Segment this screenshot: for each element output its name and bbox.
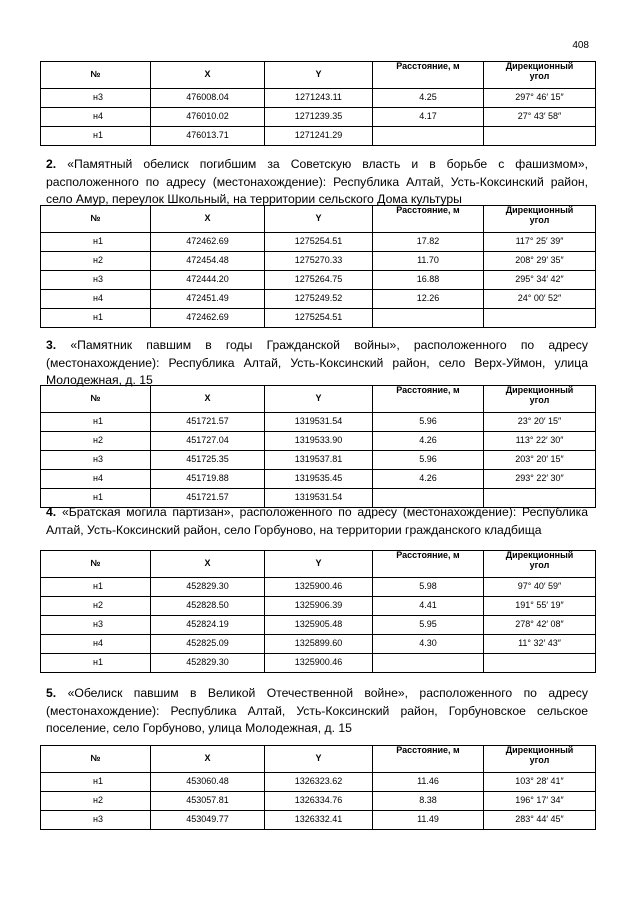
header-row <box>41 386 596 413</box>
x-cell: 451725.35 <box>151 451 265 470</box>
x-cell: 472462.69 <box>151 309 265 328</box>
x-cell: 452829.30 <box>151 654 265 673</box>
x-cell: 453060.48 <box>151 773 265 792</box>
table-row <box>41 127 596 146</box>
x-cell: 453057.81 <box>151 792 265 811</box>
angle-cell <box>484 127 596 146</box>
angle-cell: 23° 20′ 15″ <box>484 413 596 432</box>
angle-cell: 24° 00′ 52″ <box>484 290 596 309</box>
point-cell: н2 <box>41 252 151 271</box>
x-cell: 476010.02 <box>151 108 265 127</box>
distance-cell: 11.46 <box>373 773 484 792</box>
y-cell: 1271243.11 <box>265 89 373 108</box>
x-cell: 472444.20 <box>151 271 265 290</box>
point-cell: н2 <box>41 432 151 451</box>
coordinates-table <box>40 385 596 508</box>
x-cell: 476013.71 <box>151 127 265 146</box>
section-2-paragraph <box>46 156 588 209</box>
table-body <box>41 89 596 146</box>
table-row <box>41 635 596 654</box>
y-cell: 1275249.52 <box>265 290 373 309</box>
distance-cell <box>373 309 484 328</box>
header-x: X <box>151 62 265 89</box>
distance-cell: 4.41 <box>373 597 484 616</box>
distance-cell: 5.96 <box>373 451 484 470</box>
angle-cell: 11° 32′ 43″ <box>484 635 596 654</box>
angle-cell: 103° 28′ 41″ <box>484 773 596 792</box>
y-cell: 1275270.33 <box>265 252 373 271</box>
y-cell: 1275254.51 <box>265 233 373 252</box>
header-angle-line1: Дирекционный <box>505 385 574 395</box>
table-row <box>41 470 596 489</box>
header-angle-line1: Дирекционный <box>505 61 574 71</box>
point-cell: н3 <box>41 89 151 108</box>
distance-cell: 5.98 <box>373 578 484 597</box>
y-cell: 1325905.48 <box>265 616 373 635</box>
y-cell: 1326334.76 <box>265 792 373 811</box>
table-body <box>41 773 596 830</box>
header-angle <box>484 62 596 89</box>
angle-cell <box>484 309 596 328</box>
header-y: Y <box>265 386 373 413</box>
x-cell: 453049.77 <box>151 811 265 830</box>
header-row <box>41 551 596 578</box>
distance-cell: 4.25 <box>373 89 484 108</box>
table-body <box>41 413 596 508</box>
header-angle <box>484 551 596 578</box>
section-4-paragraph <box>46 504 588 539</box>
distance-cell: 11.49 <box>373 811 484 830</box>
table-header <box>41 551 596 578</box>
point-cell: н4 <box>41 635 151 654</box>
y-cell: 1319531.54 <box>265 413 373 432</box>
section-5-paragraph <box>46 685 588 738</box>
x-cell: 472462.69 <box>151 233 265 252</box>
table-row <box>41 413 596 432</box>
point-cell: н3 <box>41 811 151 830</box>
header-distance: Расстояние, м <box>373 62 484 89</box>
section-number: 4. <box>46 505 57 519</box>
point-cell: н4 <box>41 290 151 309</box>
y-cell: 1319535.45 <box>265 470 373 489</box>
y-cell: 1325899.60 <box>265 635 373 654</box>
header-num: № <box>41 746 151 773</box>
point-cell: н1 <box>41 233 151 252</box>
angle-cell: 203° 20′ 15″ <box>484 451 596 470</box>
header-distance: Расстояние, м <box>373 746 484 773</box>
header-num: № <box>41 551 151 578</box>
header-distance: Расстояние, м <box>373 386 484 413</box>
table-row <box>41 290 596 309</box>
angle-cell: 295° 34′ 42″ <box>484 271 596 290</box>
table-row <box>41 773 596 792</box>
section-text: «Памятный обелиск погибшим за Советскую власть и в борьбе с фашизмом», расположенного по адресу (местонахождение): Республика Алтай, Усть-Коксинский район, село Амур, переулок Школьный, на территории сельского Дома культуры <box>46 157 588 206</box>
header-x: X <box>151 206 265 233</box>
angle-cell <box>484 654 596 673</box>
point-cell: н4 <box>41 470 151 489</box>
header-angle <box>484 386 596 413</box>
y-cell: 1271241.29 <box>265 127 373 146</box>
x-cell: 476008.04 <box>151 89 265 108</box>
header-distance: Расстояние, м <box>373 206 484 233</box>
distance-cell: 11.70 <box>373 252 484 271</box>
point-cell: н1 <box>41 773 151 792</box>
point-cell: н1 <box>41 654 151 673</box>
header-y: Y <box>265 746 373 773</box>
angle-cell: 208° 29′ 35″ <box>484 252 596 271</box>
distance-cell: 4.26 <box>373 470 484 489</box>
y-cell: 1275254.51 <box>265 309 373 328</box>
table-row <box>41 309 596 328</box>
table-row <box>41 108 596 127</box>
coordinates-table <box>40 61 596 146</box>
table-row <box>41 616 596 635</box>
angle-cell: 278° 42′ 08″ <box>484 616 596 635</box>
table-header <box>41 62 596 89</box>
x-cell: 452824.19 <box>151 616 265 635</box>
point-cell: н3 <box>41 616 151 635</box>
angle-cell: 196° 17′ 34″ <box>484 792 596 811</box>
y-cell: 1271239.35 <box>265 108 373 127</box>
y-cell: 1325900.46 <box>265 578 373 597</box>
table-row <box>41 432 596 451</box>
distance-cell: 5.96 <box>373 413 484 432</box>
distance-cell: 17.82 <box>373 233 484 252</box>
distance-cell: 16.88 <box>373 271 484 290</box>
table-row <box>41 252 596 271</box>
table-header <box>41 746 596 773</box>
angle-cell: 97° 40′ 59″ <box>484 578 596 597</box>
angle-cell: 283° 44′ 45″ <box>484 811 596 830</box>
angle-cell: 113° 22′ 30″ <box>484 432 596 451</box>
header-angle-line1: Дирекционный <box>505 205 574 215</box>
coordinates-table <box>40 205 596 328</box>
table-row <box>41 792 596 811</box>
header-row <box>41 746 596 773</box>
section-number: 2. <box>46 157 57 171</box>
header-angle-line1: Дирекционный <box>505 745 574 755</box>
header-angle-line2: угол <box>529 559 550 570</box>
header-y: Y <box>265 206 373 233</box>
distance-cell: 4.17 <box>373 108 484 127</box>
section-text: «Братская могила партизан», расположенного по адресу (местонахождение): Республика Алтай, Усть-Коксинский район, село Горбуново, на территории гражданского кладбища <box>46 505 589 537</box>
angle-cell: 297° 46′ 15″ <box>484 89 596 108</box>
table-row <box>41 451 596 470</box>
x-cell: 452825.09 <box>151 635 265 654</box>
table-row <box>41 233 596 252</box>
point-cell: н2 <box>41 597 151 616</box>
angle-cell: 293° 22′ 30″ <box>484 470 596 489</box>
x-cell: 472454.48 <box>151 252 265 271</box>
angle-cell: 27° 43′ 58″ <box>484 108 596 127</box>
header-angle-line2: угол <box>529 754 550 765</box>
section-3-paragraph <box>46 337 588 390</box>
x-cell: 472451.49 <box>151 290 265 309</box>
table-header <box>41 386 596 413</box>
header-x: X <box>151 551 265 578</box>
page-number: 408 <box>572 40 589 51</box>
y-cell: 1326323.62 <box>265 773 373 792</box>
header-row <box>41 62 596 89</box>
point-cell: н3 <box>41 451 151 470</box>
section-number: 3. <box>46 338 57 352</box>
distance-cell <box>373 127 484 146</box>
y-cell: 1325900.46 <box>265 654 373 673</box>
header-x: X <box>151 746 265 773</box>
point-cell: н1 <box>41 127 151 146</box>
header-angle-line2: угол <box>529 214 550 225</box>
header-num: № <box>41 386 151 413</box>
y-cell: 1275264.75 <box>265 271 373 290</box>
header-distance: Расстояние, м <box>373 551 484 578</box>
distance-cell: 4.26 <box>373 432 484 451</box>
distance-cell: 12.26 <box>373 290 484 309</box>
header-num: № <box>41 206 151 233</box>
y-cell: 1319537.81 <box>265 451 373 470</box>
header-angle-line1: Дирекционный <box>505 550 574 560</box>
distance-cell: 8.38 <box>373 792 484 811</box>
y-cell: 1325906.39 <box>265 597 373 616</box>
x-cell: 451721.57 <box>151 489 265 508</box>
header-num: № <box>41 62 151 89</box>
table-row <box>41 578 596 597</box>
header-angle-line2: угол <box>529 70 550 81</box>
header-angle <box>484 206 596 233</box>
point-cell: н1 <box>41 578 151 597</box>
point-cell: н4 <box>41 108 151 127</box>
x-cell: 452828.50 <box>151 597 265 616</box>
x-cell: 452829.30 <box>151 578 265 597</box>
section-text: «Памятник павшим в годы Гражданской войны», расположенного по адресу (местонахождение): Республика Алтай, Усть-Коксинский район, село Верх-Уймон, улица Молодежная, д. 15 <box>46 338 588 387</box>
table-row <box>41 597 596 616</box>
point-cell: н1 <box>41 309 151 328</box>
table-row <box>41 89 596 108</box>
table-body <box>41 233 596 328</box>
y-cell: 1319531.54 <box>265 489 373 508</box>
table-header <box>41 206 596 233</box>
angle-cell: 117° 25′ 39″ <box>484 233 596 252</box>
coordinates-table <box>40 550 596 673</box>
x-cell: 451727.04 <box>151 432 265 451</box>
distance-cell <box>373 654 484 673</box>
table-row <box>41 811 596 830</box>
table-row <box>41 654 596 673</box>
y-cell: 1326332.41 <box>265 811 373 830</box>
distance-cell: 4.30 <box>373 635 484 654</box>
table-row <box>41 271 596 290</box>
table-body <box>41 578 596 673</box>
section-text: «Обелиск павшим в Великой Отечественной войне», расположенного по адресу (местонахождение): Республика Алтай, Усть-Коксинский район, Горбуновское сельское поселение, село Горбуново, улица Молодежная, д. 15 <box>46 686 588 735</box>
distance-cell: 5.95 <box>373 616 484 635</box>
x-cell: 451721.57 <box>151 413 265 432</box>
header-y: Y <box>265 62 373 89</box>
point-cell: н3 <box>41 271 151 290</box>
point-cell: н2 <box>41 792 151 811</box>
y-cell: 1319533.90 <box>265 432 373 451</box>
header-y: Y <box>265 551 373 578</box>
header-angle-line2: угол <box>529 394 550 405</box>
angle-cell: 191° 55′ 19″ <box>484 597 596 616</box>
coordinates-table <box>40 745 596 830</box>
x-cell: 451719.88 <box>151 470 265 489</box>
header-row <box>41 206 596 233</box>
point-cell: н1 <box>41 489 151 508</box>
point-cell: н1 <box>41 413 151 432</box>
header-x: X <box>151 386 265 413</box>
header-angle <box>484 746 596 773</box>
section-number: 5. <box>46 686 57 700</box>
